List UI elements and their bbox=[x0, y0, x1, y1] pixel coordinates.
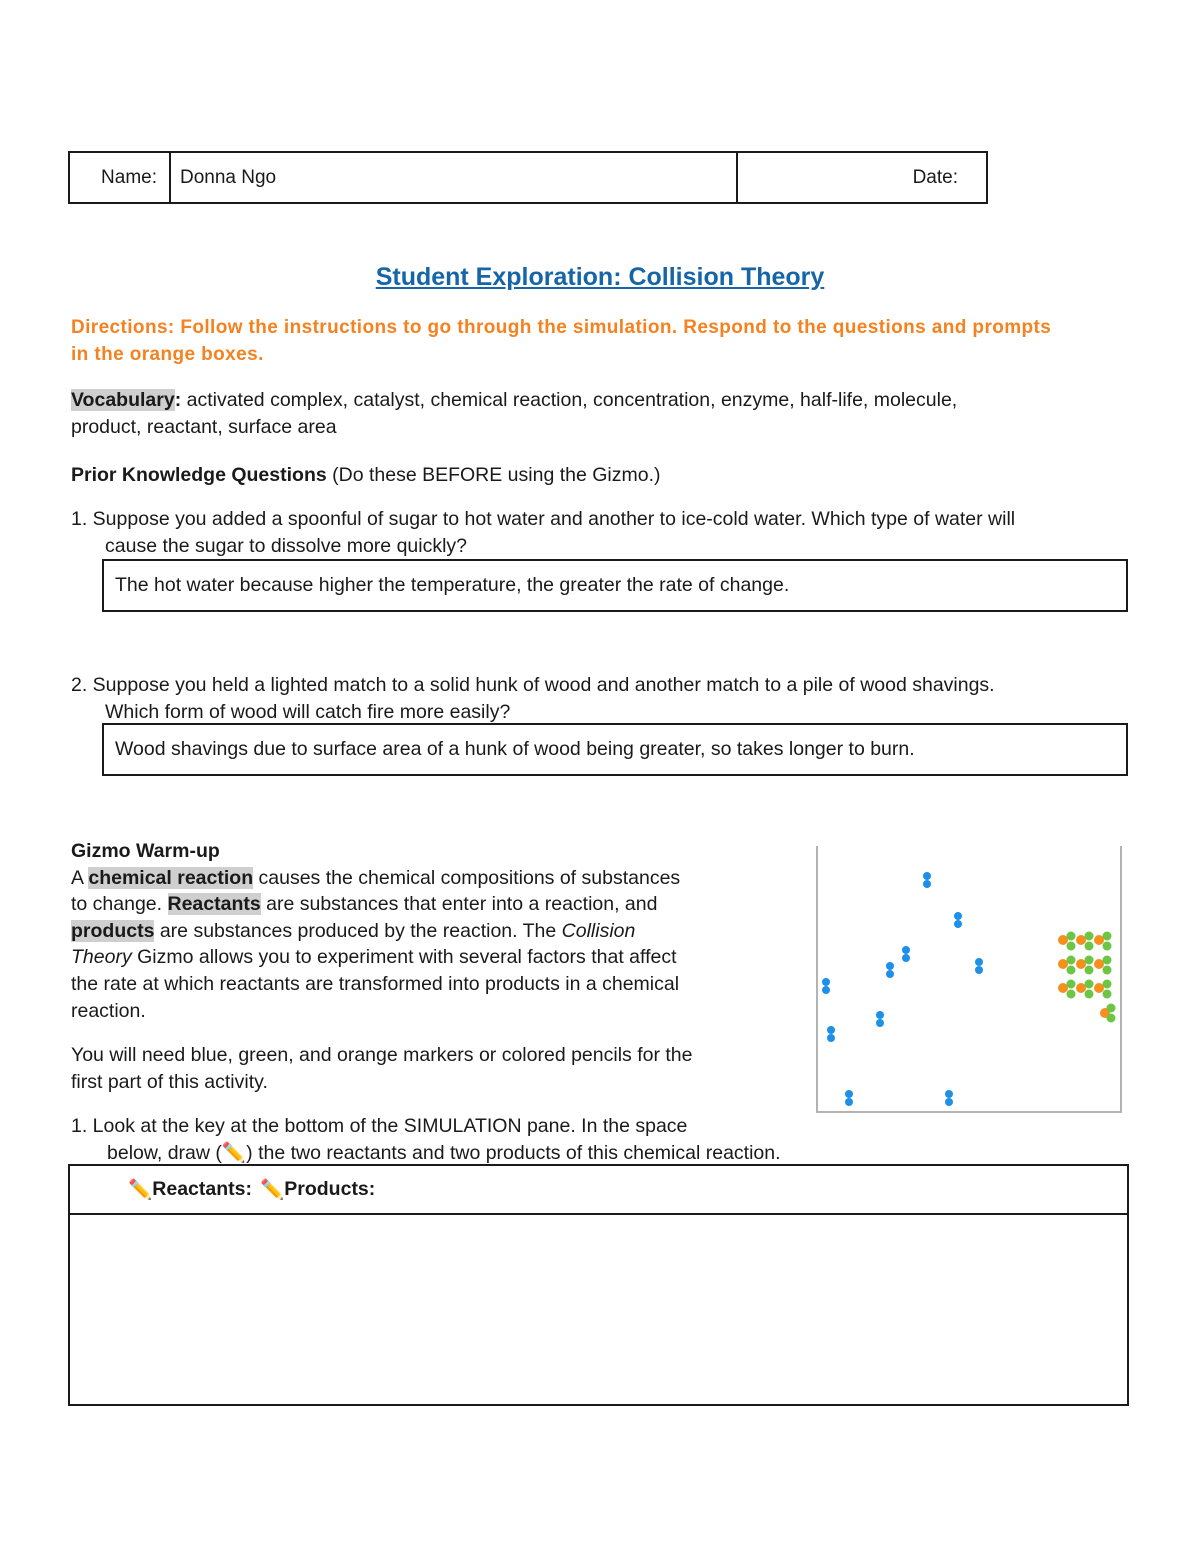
name-date-table bbox=[68, 151, 988, 204]
simulation-molecules-graphic bbox=[818, 846, 1120, 1111]
blue-reactant-molecules bbox=[822, 872, 983, 1106]
simulation-pane bbox=[816, 846, 1122, 1113]
drawing-table-header bbox=[70, 1166, 1127, 1215]
vocabulary-label: Vocabulary bbox=[71, 389, 175, 411]
prior-knowledge-heading: Prior Knowledge Questions bbox=[71, 464, 327, 486]
warmup-heading: Gizmo Warm-up bbox=[71, 840, 220, 862]
prior-knowledge-heading-row bbox=[71, 462, 661, 489]
prior-question-1: 1. Suppose you added a spoonful of sugar to hot water and another to ice-cold water. Which type of water will cause the sugar to dissolve more quickly? bbox=[71, 508, 1016, 557]
reactants-column-label: Reactants: bbox=[152, 1178, 252, 1200]
term-products: products bbox=[71, 919, 155, 942]
pencil-icon: ✏️ bbox=[128, 1178, 153, 1201]
page-title: Student Exploration: Collision Theory bbox=[375, 263, 825, 291]
answer-box-2[interactable]: Wood shavings due to surface area of a hunk of wood being greater, so takes longer to burn. bbox=[102, 723, 1128, 776]
directions-text: Directions: Follow the instructions to go through the simulation. Respond to the questions and prompts in the orange boxes. bbox=[71, 317, 1052, 365]
vocabulary-terms-line1: activated complex, catalyst, chemical reaction, concentration, enzyme, half-life, molecule, bbox=[181, 389, 958, 411]
name-label: Name: bbox=[70, 153, 171, 202]
warmup-question-1-line2: below, draw (✏️) the two reactants and two products of this chemical reaction. bbox=[107, 1141, 781, 1164]
drawing-table bbox=[68, 1164, 1129, 1406]
term-chemical-reaction: chemical reaction bbox=[88, 866, 254, 889]
drawing-area[interactable] bbox=[70, 1215, 1127, 1403]
answer-box-1[interactable]: The hot water because higher the temperature, the greater the rate of change. bbox=[102, 559, 1128, 612]
vocabulary-section: Vocabulary: activated complex, catalyst, chemical reaction, concentration, enzyme, half-life, molecule, product, reactant, surface area bbox=[71, 387, 1131, 440]
warmup-materials-line2: first part of this activity. bbox=[71, 1070, 268, 1093]
date-label: Date: bbox=[912, 166, 958, 188]
warmup-question-1-line1: 1. Look at the key at the bottom of the SIMULATION pane. In the space bbox=[71, 1115, 688, 1138]
pencil-icon: ✏️ bbox=[221, 1141, 247, 1164]
term-reactants: Reactants bbox=[167, 893, 261, 916]
prior-knowledge-note: (Do these BEFORE using the Gizmo.) bbox=[326, 464, 661, 486]
pencil-icon: ✏️ bbox=[259, 1178, 285, 1201]
warmup-materials-line1: You will need blue, green, and orange markers or colored pencils for the bbox=[71, 1044, 693, 1067]
gizmo-warmup-section: Gizmo Warm-up A chemical reaction causes the chemical compositions of substances to change. Reactants are substances that enter into a reaction, and products are substances produced by the reaction. The Collision Theory Gizmo allows you to experiment with several factors that affect the rate at which reactants are transformed into products in a chemical reaction. You will need blue, green, and orange markers or colored pencils for the first part of this activity. 1. Look at the key at the bottom of the SIMULATION pane. In the space below, draw (✏️) the two reactants and two products of this chemical reaction. bbox=[71, 838, 771, 1167]
name-field[interactable]: Donna Ngo bbox=[171, 153, 738, 202]
prior-question-2: 2. Suppose you held a lighted match to a solid hunk of wood and another match to a pile of wood shavings. Which form of wood will catch fire more easily? bbox=[71, 674, 995, 723]
products-column-label: Products: bbox=[284, 1178, 376, 1200]
orange-green-product-cluster bbox=[1058, 932, 1116, 1023]
vocabulary-terms-line2: product, reactant, surface area bbox=[71, 415, 337, 438]
